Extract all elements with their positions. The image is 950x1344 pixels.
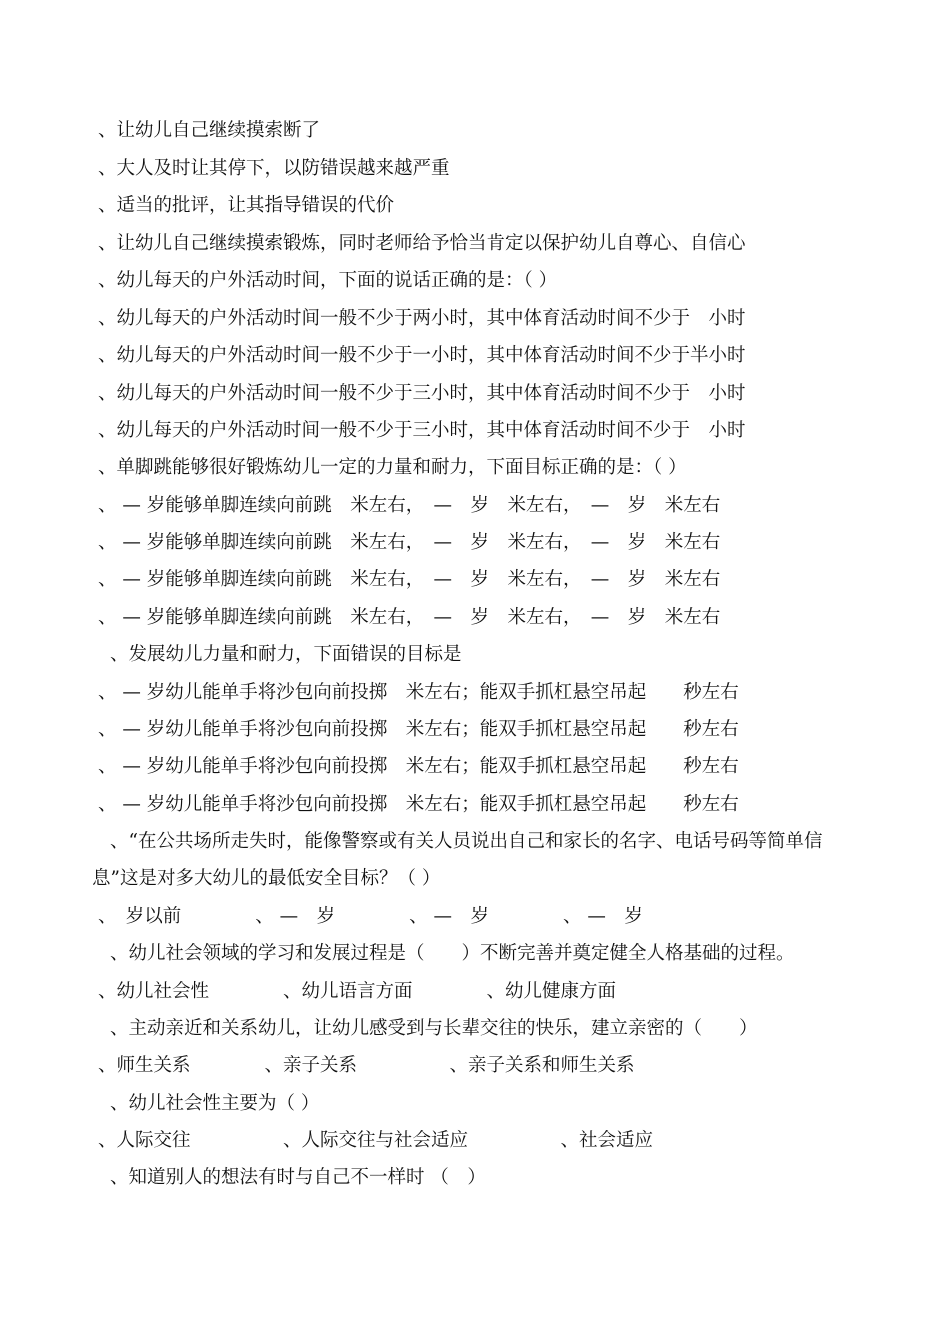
- text-line: 、“在公共场所走失时，能像警察或有关人员说出自己和家长的名字、电话号码等简单信: [110, 831, 823, 852]
- text-line: 、 — 岁幼儿能单手将沙包向前投掷 米左右；能双手抓杠悬空吊起 秒左右: [98, 682, 739, 703]
- text-line: 、幼儿每天的户外活动时间一般不少于三小时，其中体育活动时间不少于 小时: [98, 420, 746, 441]
- text-line: 、发展幼儿力量和耐力，下面错误的目标是: [110, 644, 462, 665]
- text-line: 、让幼儿自己继续摸索锻炼，同时老师给予恰当肯定以保护幼儿自尊心、自信心: [98, 233, 746, 254]
- text-line: 、幼儿社会性 、幼儿语言方面 、幼儿健康方面: [98, 981, 617, 1002]
- text-line: 、 — 岁幼儿能单手将沙包向前投掷 米左右；能双手抓杠悬空吊起 秒左右: [98, 719, 739, 740]
- text-line: 、幼儿社会领域的学习和发展过程是（ ）不断完善并奠定健全人格基础的过程。: [110, 943, 795, 964]
- text-line: 、主动亲近和关系幼儿，让幼儿感受到与长辈交往的快乐，建立亲密的（ ）: [110, 1018, 758, 1039]
- text-line: 、幼儿每天的户外活动时间一般不少于两小时，其中体育活动时间不少于 小时: [98, 308, 746, 329]
- text-line: 、幼儿每天的户外活动时间一般不少于一小时，其中体育活动时间不少于半小时: [98, 345, 746, 366]
- text-line: 、大人及时让其停下，以防错误越来越严重: [98, 158, 450, 179]
- text-line: 、知道别人的想法有时与自己不一样时 （ ）: [110, 1167, 486, 1188]
- text-line: 、 — 岁能够单脚连续向前跳 米左右， — 岁 米左右， — 岁 米左右: [98, 607, 721, 628]
- text-line: 、幼儿每天的户外活动时间，下面的说话正确的是：（ ）: [98, 270, 558, 291]
- text-line: 、 — 岁能够单脚连续向前跳 米左右， — 岁 米左右， — 岁 米左右: [98, 532, 721, 553]
- text-line: 、单脚跳能够很好锻炼幼儿一定的力量和耐力，下面目标正确的是：（ ）: [98, 457, 687, 478]
- text-line: 息”这是对多大幼儿的最低安全目标？（ ）: [92, 868, 441, 889]
- text-line: 、 — 岁能够单脚连续向前跳 米左右， — 岁 米左右， — 岁 米左右: [98, 495, 721, 516]
- text-line: 、人际交往 、人际交往与社会适应 、社会适应: [98, 1130, 654, 1151]
- text-line: 、 岁以前 、 — 岁 、 — 岁 、 — 岁: [98, 906, 643, 927]
- text-line: 、幼儿社会性主要为（ ）: [110, 1093, 320, 1114]
- text-line: 、 — 岁幼儿能单手将沙包向前投掷 米左右；能双手抓杠悬空吊起 秒左右: [98, 756, 739, 777]
- text-line: 、幼儿每天的户外活动时间一般不少于三小时，其中体育活动时间不少于 小时: [98, 383, 746, 404]
- text-line: 、 — 岁能够单脚连续向前跳 米左右， — 岁 米左右， — 岁 米左右: [98, 569, 721, 590]
- text-line: 、师生关系 、亲子关系 、亲子关系和师生关系: [98, 1055, 635, 1076]
- text-line: 、适当的批评，让其指导错误的代价: [98, 195, 395, 216]
- text-line: 、让幼儿自己继续摸索断了: [98, 120, 321, 141]
- text-line: 、 — 岁幼儿能单手将沙包向前投掷 米左右；能双手抓杠悬空吊起 秒左右: [98, 794, 739, 815]
